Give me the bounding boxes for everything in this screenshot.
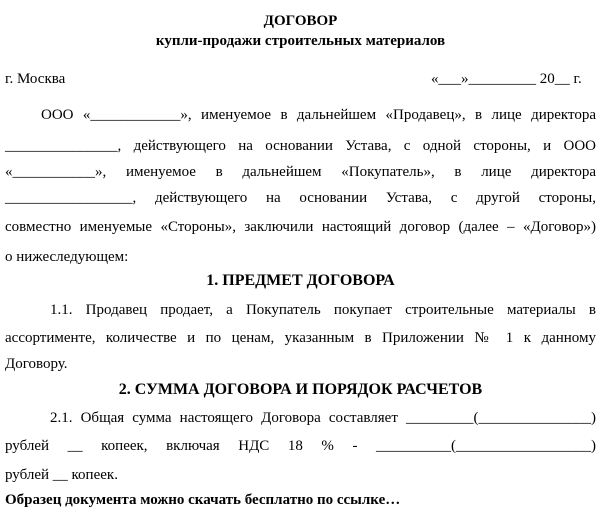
preamble-line: _______________, действующего на основании Устава, с одной стороны, и ООО — [5, 138, 596, 154]
section-line: Договору. — [5, 356, 68, 372]
document-subtitle: купли-продажи строительных материалов — [155, 33, 446, 49]
preamble-line: о нижеследующем: — [5, 249, 129, 265]
preamble-line: ООО «____________», именуемое в дальнейшем «Продавец», в лице директора — [41, 107, 596, 123]
section-line: рублей __ копеек, включая НДС 18 % - __________(__________________) — [5, 438, 596, 454]
preamble-line: _________________, действующего на основании Устава, с другой стороны, — [5, 190, 596, 206]
download-link-text[interactable]: Образец документа можно скачать бесплатно по ссылке… — [5, 492, 401, 508]
document-title: ДОГОВОР — [263, 13, 338, 29]
city: г. Москва — [5, 71, 66, 87]
preamble-line: «___________», именуемое в дальнейшем «Покупатель», в лице директора — [5, 164, 596, 180]
section-line: 1.1. Продавец продает, а Покупатель покупает строительные материалы в — [50, 302, 596, 318]
preamble-line: совместно именуемые «Стороны», заключили настоящий договор (далее – «Договор») — [5, 219, 596, 235]
section-line: ассортименте, количестве и по ценам, указанным в Приложении № 1 к данному — [5, 330, 596, 346]
section-heading: 1. ПРЕДМЕТ ДОГОВОРА — [206, 272, 395, 289]
section-line: 2.1. Общая сумма настоящего Договора составляет _________(_______________) — [50, 410, 596, 426]
date: «___»_________ 20__ г. — [431, 71, 582, 87]
section-heading: 2. СУММА ДОГОВОРА И ПОРЯДОК РАСЧЕТОВ — [118, 381, 483, 398]
section-line: рублей __ копеек. — [5, 467, 118, 483]
